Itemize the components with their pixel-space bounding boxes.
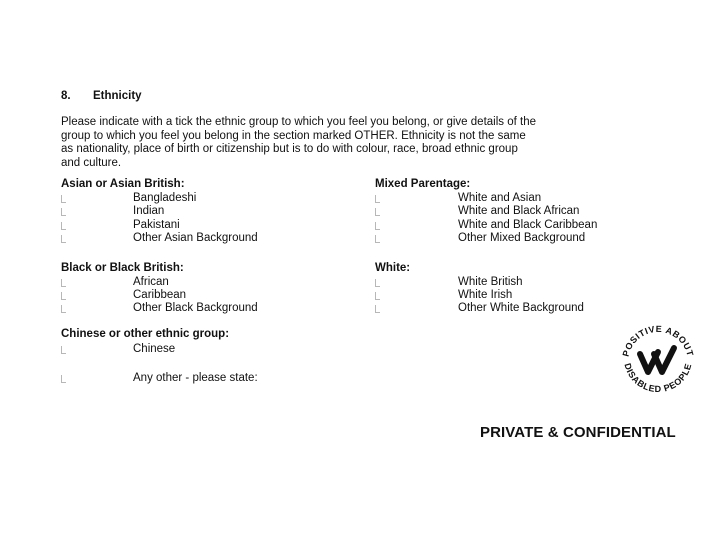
option-other-asian[interactable] (61, 232, 281, 246)
option-label: Any other - please state: (133, 372, 258, 384)
tick-icon (375, 279, 380, 287)
intro-paragraph (61, 116, 556, 170)
tick-icon (375, 195, 380, 203)
option-label: White Irish (458, 289, 513, 301)
section-title: Ethnicity (93, 90, 142, 102)
option-label: Other Mixed Background (458, 232, 586, 244)
option-label: Indian (133, 205, 165, 217)
option-label: Other White Background (458, 302, 584, 314)
logo-text-top: POSITIVE ABOUT (620, 323, 696, 358)
option-white-asian[interactable] (375, 192, 615, 206)
double-tick-icon (640, 348, 674, 372)
private-confidential-label: PRIVATE & CONFIDENTIAL (480, 424, 676, 441)
option-label: Caribbean (133, 289, 187, 301)
tick-icon (61, 235, 66, 243)
tick-icon (61, 195, 66, 203)
section-number: 8. (61, 90, 71, 102)
tick-icon (61, 375, 66, 383)
option-caribbean[interactable] (61, 289, 281, 303)
option-chinese[interactable] (61, 343, 281, 357)
option-other-black[interactable] (61, 302, 281, 316)
tick-icon (61, 305, 66, 313)
option-label: White and Black Caribbean (458, 219, 598, 231)
intro-line: and culture. (61, 156, 122, 169)
group-heading-white: White: (375, 262, 411, 274)
tick-icon (61, 208, 66, 216)
option-other-mixed[interactable] (375, 232, 615, 246)
tick-icon (61, 279, 66, 287)
option-label: Bangladeshi (133, 192, 197, 204)
option-label: Pakistani (133, 219, 180, 231)
option-label: Chinese (133, 343, 176, 355)
tick-icon (61, 346, 66, 354)
option-white-black-african[interactable] (375, 205, 615, 219)
tick-icon (375, 235, 380, 243)
intro-line: group to which you feel you belong in the section marked OTHER. Ethnicity is not the same (61, 129, 526, 142)
tick-icon (375, 292, 380, 300)
option-pakistani[interactable] (61, 219, 281, 233)
option-other-white[interactable] (375, 302, 615, 316)
group-heading-mixed: Mixed Parentage: (375, 178, 471, 190)
group-heading-black: Black or Black British: (61, 262, 184, 274)
tick-icon (61, 292, 66, 300)
intro-line: Please indicate with a tick the ethnic group to which you feel you belong, or give details of the (61, 116, 536, 128)
intro-line: as nationality, place of birth or citizenship but is to do with colour, race, broad ethnic group (61, 143, 518, 155)
option-any-other[interactable] (61, 372, 281, 386)
option-label: White and Asian (458, 192, 542, 204)
option-african[interactable] (61, 276, 281, 290)
option-white-british[interactable] (375, 276, 615, 290)
option-bangladeshi[interactable] (61, 192, 281, 206)
group-heading-chinese-other: Chinese or other ethnic group: (61, 328, 230, 340)
option-label: Other Black Background (133, 302, 258, 314)
option-white-irish[interactable] (375, 289, 615, 303)
tick-icon (61, 222, 66, 230)
tick-icon (375, 222, 380, 230)
option-label: Other Asian Background (133, 232, 258, 244)
logo-text-bottom: DISABLED PEOPLE (622, 361, 694, 395)
option-label: White British (458, 276, 523, 288)
option-white-black-caribbean[interactable] (375, 219, 615, 233)
option-indian[interactable] (61, 205, 281, 219)
group-heading-asian: Asian or Asian British: (61, 178, 185, 190)
tick-icon (375, 208, 380, 216)
tick-icon (375, 305, 380, 313)
option-label: African (133, 276, 169, 288)
two-ticks-logo (616, 318, 700, 402)
option-label: White and Black African (458, 205, 580, 217)
